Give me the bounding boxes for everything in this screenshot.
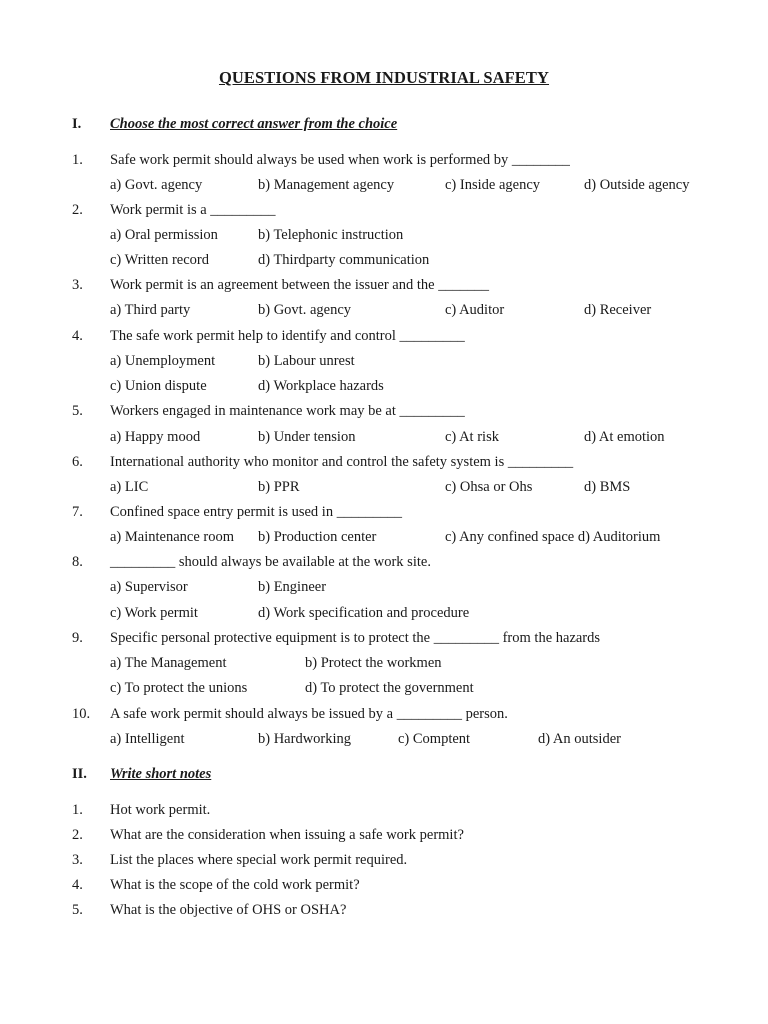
item-text: What is the objective of OHS or OSHA? xyxy=(110,902,347,918)
option: c) Comptent xyxy=(398,731,471,747)
question-text: Confined space entry permit is used in _________ xyxy=(110,504,402,520)
option: d) At emotion xyxy=(584,429,665,445)
question-number: 10. xyxy=(72,706,91,722)
question-text: Work permit is a _________ xyxy=(110,202,276,218)
option: d) Thirdparty communication xyxy=(258,252,430,268)
option: d) Receiver xyxy=(584,302,652,318)
question-number: 7. xyxy=(72,504,83,520)
option: a) Supervisor xyxy=(110,579,188,595)
question-number: 4. xyxy=(72,328,83,344)
option: a) Oral permission xyxy=(110,227,218,243)
item-number: 1. xyxy=(72,802,83,818)
page-title: QUESTIONS FROM INDUSTRIAL SAFETY xyxy=(218,68,550,87)
item-number: 4. xyxy=(72,877,83,893)
option: b) PPR xyxy=(258,479,300,495)
option: b) Govt. agency xyxy=(258,302,352,318)
question-number: 9. xyxy=(72,630,83,646)
option: c) Any confined space d) Auditorium xyxy=(445,529,661,545)
option: b) Hardworking xyxy=(258,731,352,747)
option: b) Production center xyxy=(258,529,377,545)
option: d) Outside agency xyxy=(584,177,690,193)
option: c) Auditor xyxy=(445,302,505,318)
option: a) Unemployment xyxy=(110,353,216,369)
question-text: Safe work permit should always be used when work is performed by ________ xyxy=(110,152,570,168)
option: c) Ohsa or Ohs xyxy=(445,479,533,495)
question-number: 8. xyxy=(72,554,83,570)
option: a) Maintenance room xyxy=(110,529,235,545)
option: c) Inside agency xyxy=(445,177,541,193)
question-text: _________ should always be available at the work site. xyxy=(110,554,431,570)
option: c) To protect the unions xyxy=(110,680,248,696)
question-number: 2. xyxy=(72,202,83,218)
item-text: Hot work permit. xyxy=(110,802,211,818)
item-text: What are the consideration when issuing a safe work permit? xyxy=(110,827,464,843)
question-text: International authority who monitor and control the safety system is _________ xyxy=(110,454,574,470)
option: d) To protect the government xyxy=(305,680,474,696)
option: c) Union dispute xyxy=(110,378,207,394)
option: c) Work permit xyxy=(110,605,198,621)
option: a) Intelligent xyxy=(110,731,185,747)
question-text: A safe work permit should always be issued by a _________ person. xyxy=(110,706,508,722)
question-text: Specific personal protective equipment is to protect the _________ from the hazards xyxy=(110,630,601,646)
section-numeral: II. xyxy=(72,766,87,782)
option: b) Protect the workmen xyxy=(305,655,442,671)
option: b) Management agency xyxy=(258,177,395,193)
option: a) Happy mood xyxy=(110,429,201,445)
section-numeral: I. xyxy=(72,116,82,132)
option: b) Engineer xyxy=(258,579,327,595)
section-title: Write short notes xyxy=(110,766,212,782)
option: b) Telephonic instruction xyxy=(258,227,404,243)
option: a) LIC xyxy=(110,479,149,495)
option: b) Labour unrest xyxy=(258,353,355,369)
item-text: List the places where special work permit required. xyxy=(110,852,408,868)
item-text: What is the scope of the cold work permit? xyxy=(110,877,360,893)
option: d) Work specification and procedure xyxy=(258,605,470,621)
question-text: The safe work permit help to identify and control _________ xyxy=(110,328,465,344)
option: c) Written record xyxy=(110,252,209,268)
option: a) Third party xyxy=(110,302,191,318)
question-number: 6. xyxy=(72,454,83,470)
option: d) An outsider xyxy=(538,731,621,747)
option: b) Under tension xyxy=(258,429,356,445)
question-text: Workers engaged in maintenance work may be at _________ xyxy=(110,403,465,419)
option: a) The Management xyxy=(110,655,227,671)
item-number: 2. xyxy=(72,827,83,843)
question-number: 3. xyxy=(72,277,83,293)
question-text: Work permit is an agreement between the issuer and the _______ xyxy=(110,277,489,293)
question-number: 5. xyxy=(72,403,83,419)
option: d) Workplace hazards xyxy=(258,378,384,394)
question-number: 1. xyxy=(72,152,83,168)
item-number: 5. xyxy=(72,902,83,918)
option: a) Govt. agency xyxy=(110,177,203,193)
section-title: Choose the most correct answer from the choice xyxy=(110,116,398,132)
option: c) At risk xyxy=(445,429,499,445)
item-number: 3. xyxy=(72,852,83,868)
option: d) BMS xyxy=(584,479,631,495)
